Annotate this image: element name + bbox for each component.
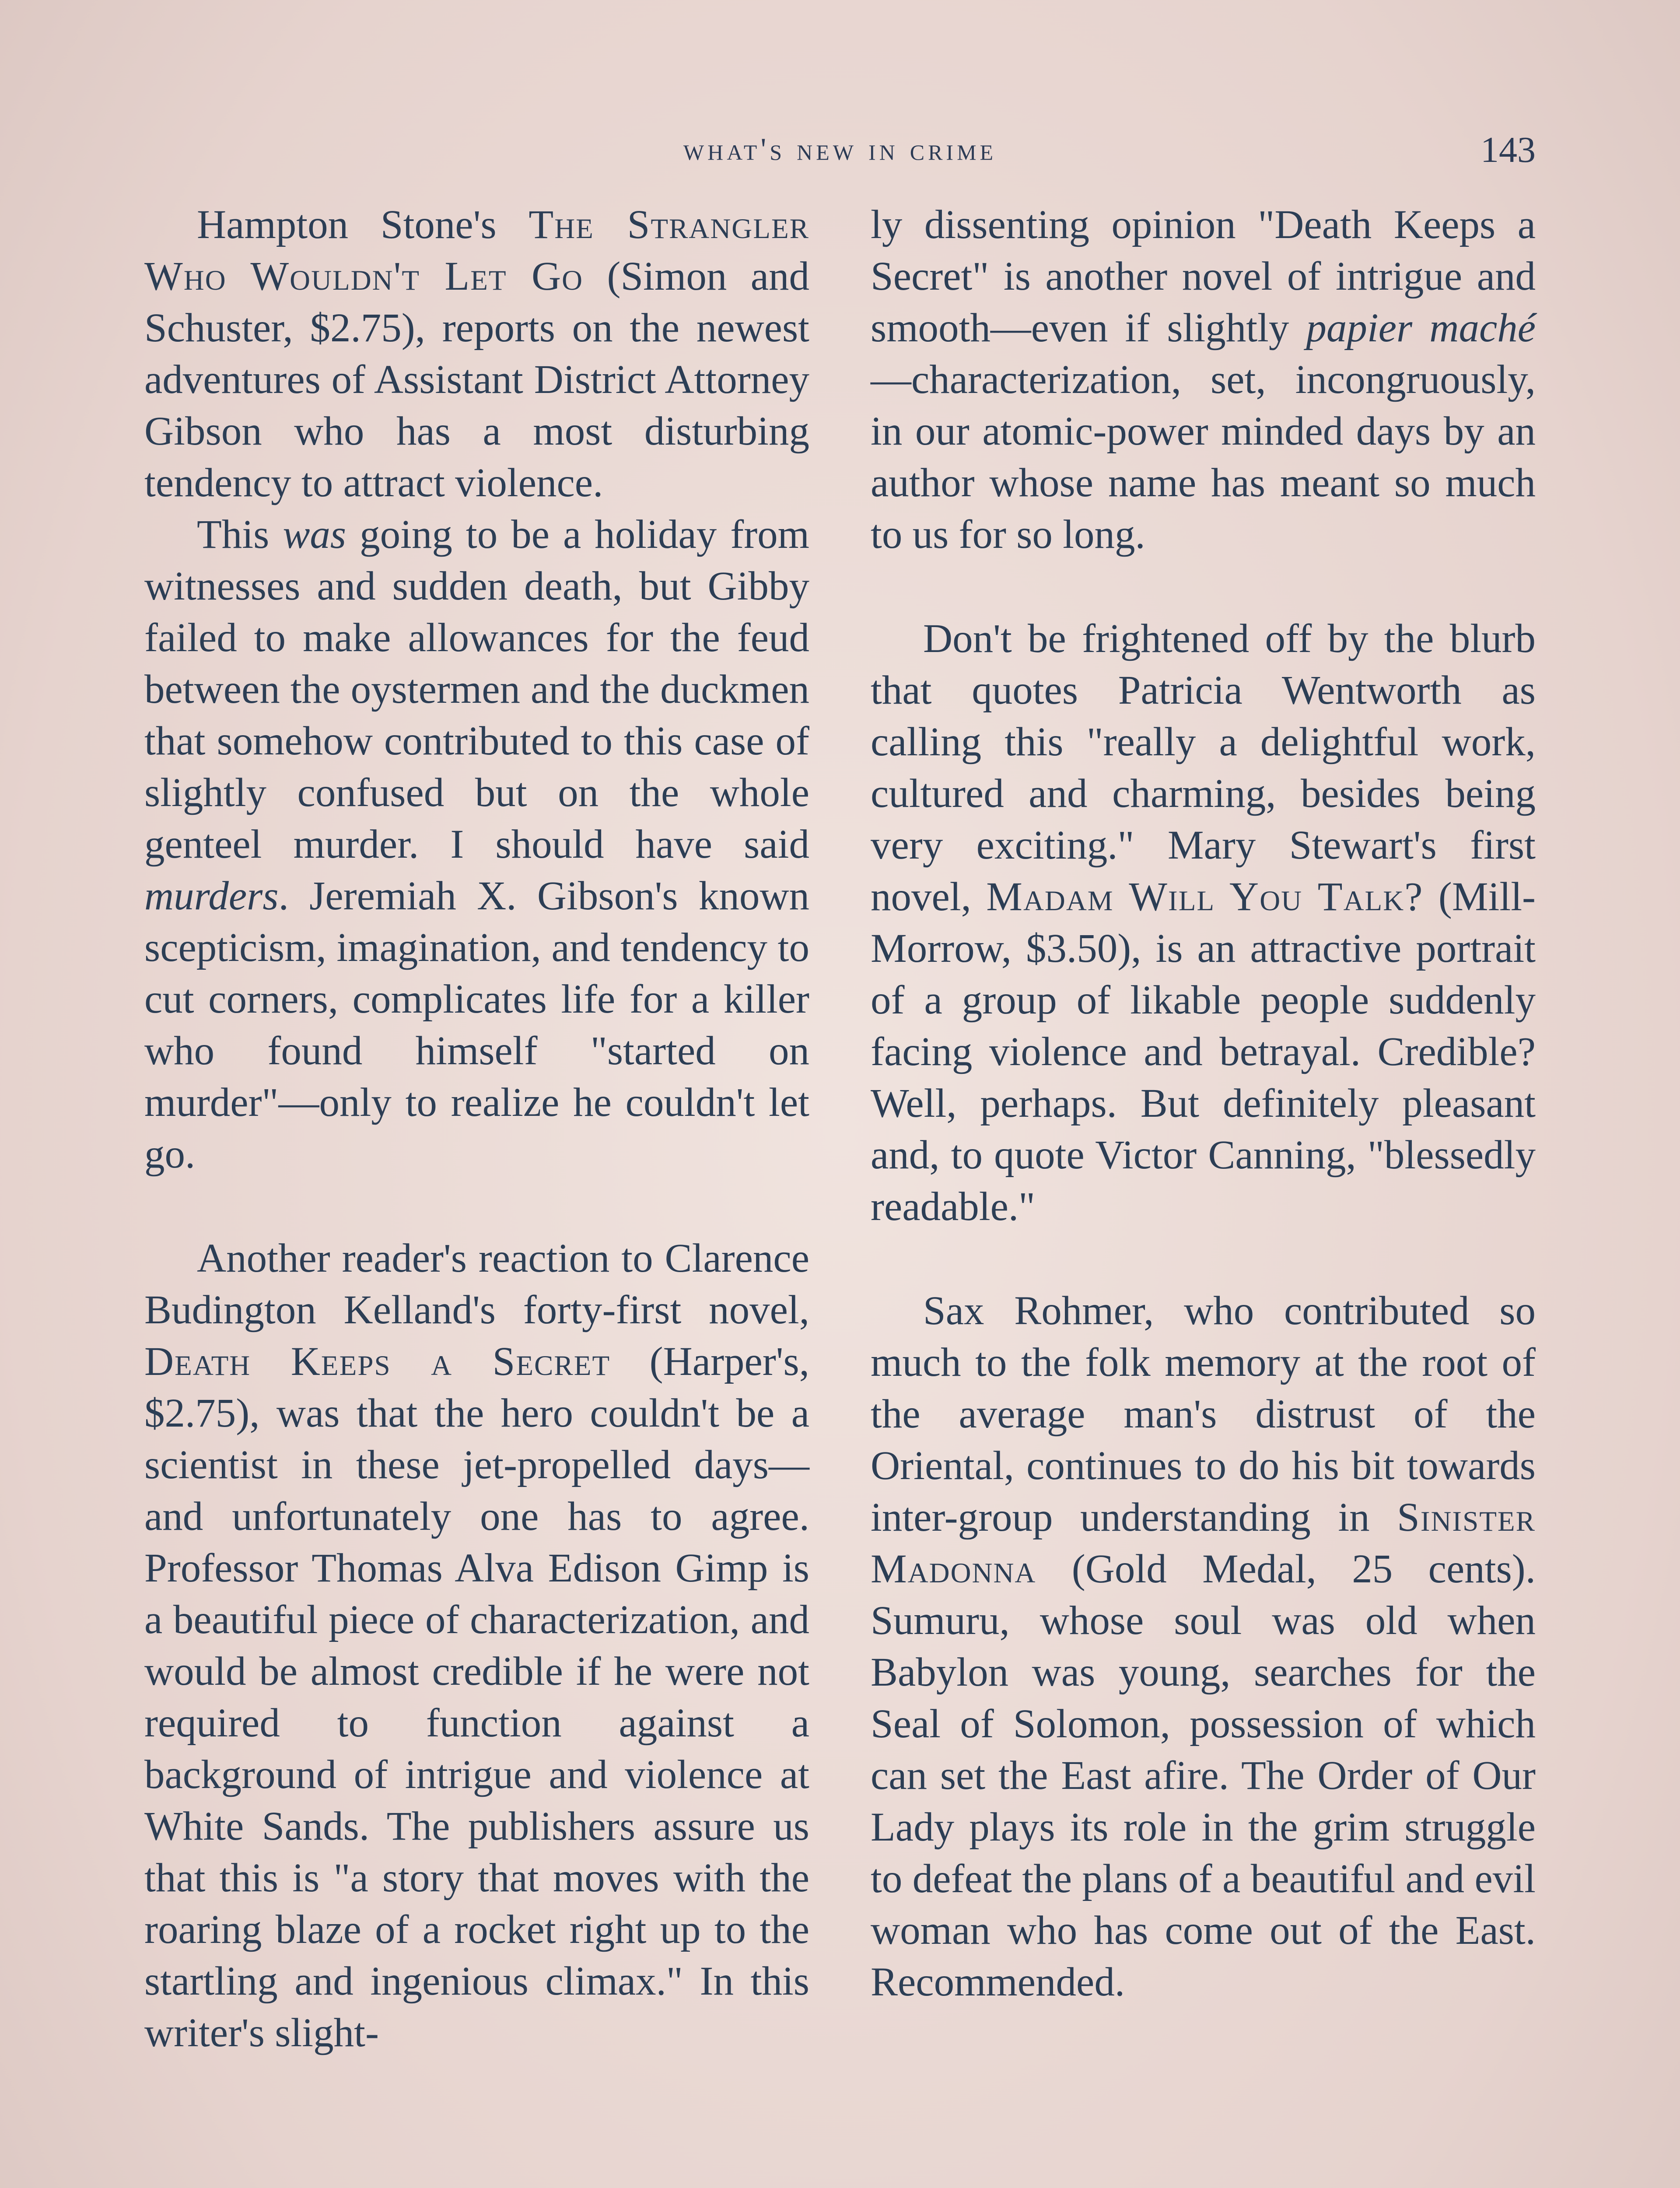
review-sinister-madonna bbox=[871, 1285, 1536, 2008]
review-text: ly dissenting opinion "Death Keeps a Secret" is another novel of intrigue and smooth—even if slightly bbox=[871, 202, 1536, 351]
review-text: This bbox=[197, 512, 283, 557]
emphasis-text: papier maché bbox=[1306, 305, 1536, 351]
review-text: —characterization, set, incongruously, in our atomic-power minded days by an author whose name has meant so much to us for so long. bbox=[871, 357, 1536, 557]
book-title: Sinister Madonna bbox=[871, 1495, 1536, 1592]
page-header bbox=[144, 131, 1536, 184]
book-title: The Strangler Who Wouldn't Let Go bbox=[144, 202, 809, 299]
review-death-keeps-a-secret bbox=[144, 1233, 809, 2059]
running-head: what's new in crime bbox=[683, 132, 997, 167]
review-strangler-continued bbox=[144, 509, 809, 1180]
review-strangler bbox=[144, 199, 809, 509]
review-text: (Harper's, $2.75), was that the hero couldn't be a scientist in these jet-propelled days—and unfortunately one has to agree. Professor Thomas Alva Edison Gimp is a beautiful piece of characterization, and would be almost credible if he were not required to function against a background of intrigue and violence at White Sands. The publishers assure us that this is "a story that moves with the roaring blaze of a rocket right up to the startling and ingenious climax." In this writer's slight- bbox=[144, 1339, 809, 2055]
review-madam-will-you-talk bbox=[871, 613, 1536, 1233]
book-title: Death Keeps a Secret bbox=[144, 1339, 611, 1384]
paragraph-gap bbox=[871, 561, 1536, 613]
emphasis-text: murders bbox=[144, 873, 279, 919]
review-death-keeps-a-secret-continued bbox=[871, 199, 1536, 561]
review-text: (Mill-Morrow, $3.50), is an attractive portrait of a group of likable people suddenly facing violence and betrayal. Credible? Well, perhaps. But definitely pleasant and, to quote Victor Canning, "blessedly readable." bbox=[871, 874, 1536, 1229]
review-text: (Simon and Schuster, $2.75), reports on the newest adventures of Assistant District Attorney Gibson who has a most disturbing tendency to attract violence. bbox=[144, 254, 809, 505]
left-column bbox=[144, 199, 809, 2059]
page-number: 143 bbox=[1480, 130, 1536, 170]
paragraph-gap bbox=[144, 1180, 809, 1233]
review-text: Another reader's reaction to Clarence Budington Kelland's forty-first novel, bbox=[144, 1236, 809, 1332]
review-text: . Jeremiah X. Gibson's known scepticism, imagination, and tendency to cut corners, complicates life for a killer who found himself "started on murder"—only to realize he couldn't let go. bbox=[144, 873, 809, 1177]
review-text: (Gold Medal, 25 cents). Sumuru, whose soul was old when Babylon was young, searches for the Seal of Solomon, possession of which can set the East afire. The Order of Our Lady plays its role in the grim struggle to defeat the plans of a beautiful and evil woman who has come out of the East. Recommended. bbox=[871, 1546, 1536, 2005]
review-text: Hampton Stone's bbox=[197, 202, 529, 247]
text-columns bbox=[144, 199, 1536, 2059]
review-text: Don't be frightened off by the blurb that quotes Patricia Wentworth as calling this "really a delightful work, cultured and charming, besides being very exciting." Mary Stewart's first novel, bbox=[871, 616, 1536, 919]
paragraph-gap bbox=[871, 1233, 1536, 1285]
emphasis-text: was bbox=[283, 512, 346, 557]
review-text: going to be a holiday from witnesses and sudden death, but Gibby failed to make allowances for the feud between the oystermen and the duckmen that somehow contributed to this case of slightly confused but on the whole genteel murder. I should have said bbox=[144, 512, 810, 867]
review-text: Sax Rohmer, who contributed so much to the folk memory at the root of the average man's distrust of the Oriental, continues to do his bit towards inter-group understanding in bbox=[871, 1288, 1536, 1540]
right-column bbox=[871, 199, 1536, 2059]
book-title: Madam Will You Talk? bbox=[986, 874, 1424, 919]
